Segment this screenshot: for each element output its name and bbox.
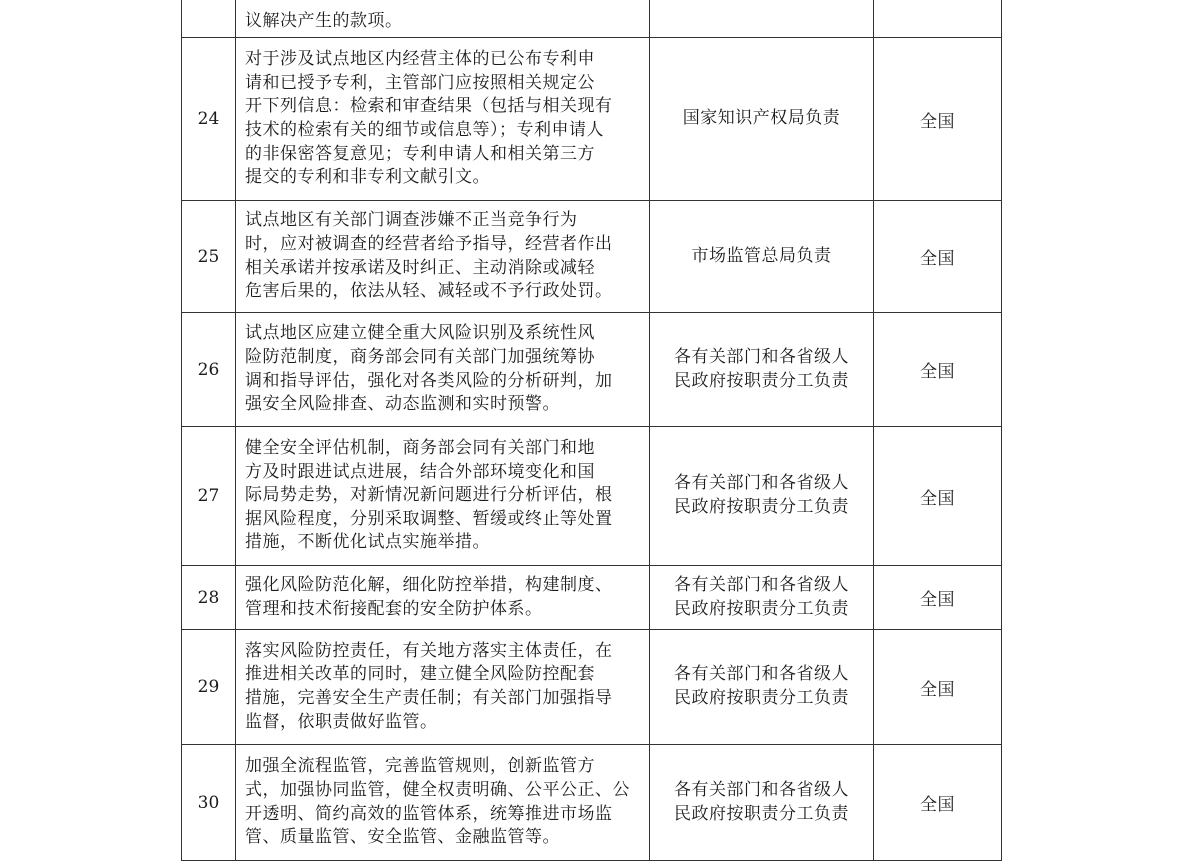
measure-content-line: 健全安全评估机制，商务部会同有关部门和地 <box>245 438 595 459</box>
measure-content-line: 监督，依职责做好监管。 <box>245 711 438 732</box>
responsible-department-line: 民政府按职责分工负责 <box>674 598 849 619</box>
scope-cell: 全国 <box>874 313 1002 427</box>
responsible-department-line: 民政府按职责分工负责 <box>674 370 849 391</box>
row-number-cell: 29 <box>182 630 236 745</box>
table-row <box>182 566 1002 630</box>
responsible-department-cell <box>650 313 874 427</box>
measure-content-cell <box>236 566 650 630</box>
table-row <box>182 313 1002 427</box>
measure-content-line: 措施，不断优化试点实施举措。 <box>245 532 490 553</box>
measure-content-line: 对于涉及试点地区内经营主体的已公布专利申 <box>245 49 595 70</box>
measure-content-line: 据风险程度，分别采取调整、暂缓或终止等处置 <box>245 508 613 529</box>
measure-content-line: 开下列信息：检索和审查结果（包括与相关现有 <box>245 96 613 117</box>
measure-content-line: 时，应对被调查的经营者给予指导，经营者作出 <box>245 233 613 254</box>
responsible-department-cell <box>650 745 874 861</box>
measure-content-line: 调和指导评估，强化对各类风险的分析研判，加 <box>245 370 613 391</box>
measures-table <box>181 0 1002 861</box>
responsible-department-cell <box>650 201 874 313</box>
measure-content-line: 推进相关改革的同时，建立健全风险防控配套 <box>245 664 595 685</box>
row-number-cell: 25 <box>182 201 236 313</box>
responsible-department-line: 民政府按职责分工负责 <box>674 688 849 708</box>
table-row <box>182 427 1002 566</box>
table-row <box>182 0 1002 38</box>
responsible-department-line: 民政府按职责分工负责 <box>674 803 849 824</box>
responsible-department-line: 各有关部门和各省级人 <box>674 473 849 494</box>
measure-content-line: 管、质量监管、安全监管、金融监管等。 <box>245 827 560 848</box>
responsible-department-cell <box>650 0 874 38</box>
measure-content-cell <box>236 427 650 566</box>
responsible-department-cell <box>650 38 874 201</box>
table-row <box>182 745 1002 861</box>
row-number-cell: 30 <box>182 745 236 861</box>
scope-cell: 全国 <box>874 201 1002 313</box>
scope-cell: 全国 <box>874 427 1002 566</box>
measure-content-line: 管理和技术衔接配套的安全防护体系。 <box>245 598 543 619</box>
responsible-department-line: 各有关部门和各省级人 <box>674 779 849 800</box>
measure-content-line: 试点地区应建立健全重大风险识别及系统性风 <box>245 323 595 344</box>
responsible-department-line: 市场监管总局负责 <box>691 245 832 266</box>
measure-content-line: 提交的专利和非专利文献引文。 <box>245 167 490 188</box>
responsible-department-line: 民政府按职责分工负责 <box>674 497 849 517</box>
scope-cell: 全国 <box>874 566 1002 630</box>
measure-content-line: 请和已授予专利，主管部门应按照相关规定公 <box>245 72 595 93</box>
table-row <box>182 201 1002 313</box>
measures-table-body <box>182 0 1002 861</box>
measure-content-line: 式，加强协同监管，健全权责明确、公平公正、公 <box>245 779 630 800</box>
table-row <box>182 630 1002 745</box>
row-number-cell: 28 <box>182 566 236 630</box>
responsible-department-line: 各有关部门和各省级人 <box>674 664 849 685</box>
measure-content-cell <box>236 745 650 861</box>
measure-content-line: 开透明、简约高效的监管体系，统筹推进市场监 <box>245 803 613 824</box>
measure-content-line: 险防范制度，商务部会同有关部门加强统筹协 <box>245 346 595 367</box>
measure-content-cell <box>236 201 650 313</box>
responsible-department-line: 各有关部门和各省级人 <box>674 346 849 367</box>
measure-content-line: 方及时跟进试点进展，结合外部环境变化和国 <box>245 461 595 482</box>
responsible-department-cell <box>650 427 874 566</box>
measure-content-line: 强安全风险排查、动态监测和实时预警。 <box>245 394 560 415</box>
responsible-department-cell <box>650 630 874 745</box>
responsible-department-cell <box>650 566 874 630</box>
table-row <box>182 38 1002 201</box>
row-number-cell: 27 <box>182 427 236 566</box>
scope-cell: 全国 <box>874 630 1002 745</box>
measure-content-cell <box>236 313 650 427</box>
scope-cell: 全国 <box>874 745 1002 861</box>
row-number-cell: 24 <box>182 38 236 201</box>
measure-content-line: 际局势走势，对新情况新问题进行分析评估，根 <box>245 485 613 506</box>
responsible-department-line: 各有关部门和各省级人 <box>674 574 849 595</box>
measure-content-line: 落实风险防控责任，有关地方落实主体责任，在 <box>245 640 613 661</box>
measure-content-line: 试点地区有关部门调查涉嫌不正当竞争行为 <box>245 210 578 231</box>
measure-content-line: 强化风险防范化解，细化防控举措，构建制度、 <box>245 574 613 595</box>
measure-content-line: 相关承诺并按承诺及时纠正、主动消除或减轻 <box>245 257 595 278</box>
scope-cell: 全国 <box>874 38 1002 201</box>
measure-content-line: 议解决产生的款项。 <box>245 11 403 32</box>
measure-content-cell <box>236 0 650 38</box>
measure-content-line: 的非保密答复意见；专利申请人和相关第三方 <box>245 143 595 164</box>
responsible-department-line: 国家知识产权局负责 <box>682 108 841 129</box>
measure-content-line: 措施，完善安全生产责任制；有关部门加强指导 <box>245 688 613 708</box>
row-number-cell: 26 <box>182 313 236 427</box>
scope-cell <box>874 0 1002 38</box>
measure-content-cell <box>236 630 650 745</box>
measure-content-line: 技术的检索有关的细节或信息等）；专利申请人 <box>245 120 604 140</box>
measure-content-cell <box>236 38 650 201</box>
measure-content-line: 加强全流程监管，完善监管规则，创新监管方 <box>245 756 595 777</box>
row-number-cell <box>182 0 236 38</box>
measure-content-line: 危害后果的，依法从轻、减轻或不予行政处罚。 <box>245 281 613 302</box>
